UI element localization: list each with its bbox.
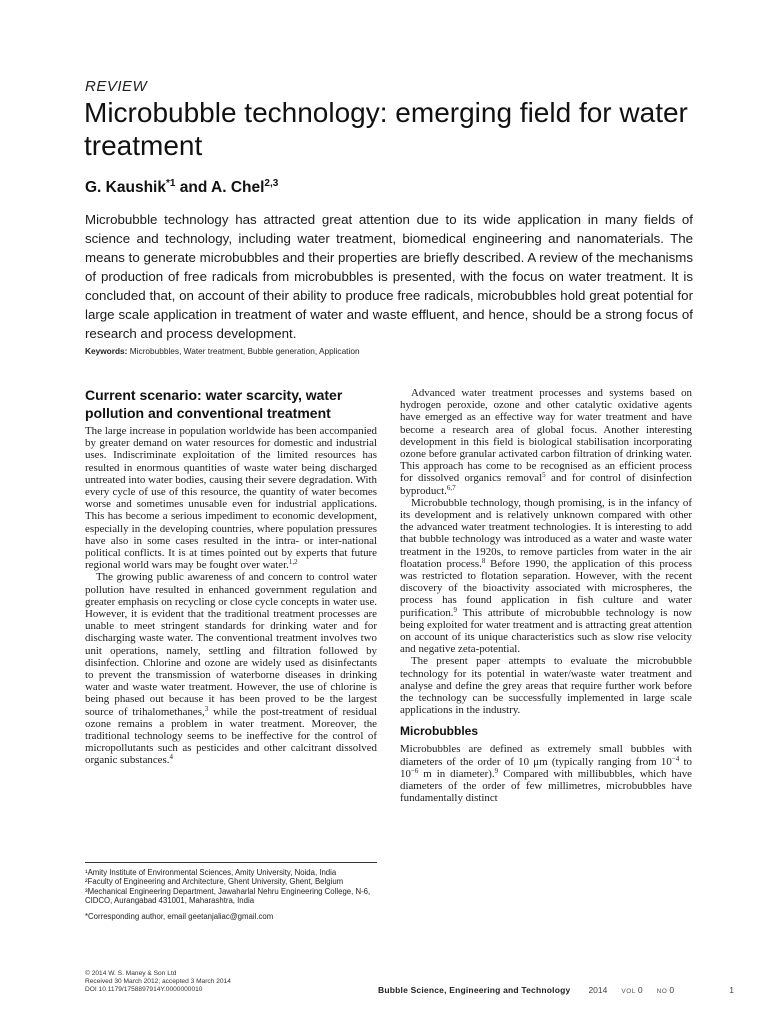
volume-label: VOL bbox=[621, 988, 636, 995]
paragraph-text: m in diameter). bbox=[418, 767, 495, 780]
author-line bbox=[85, 178, 278, 197]
footnote-affiliation-2: ²Faculty of Engineering and Architecture, Ghent University, Ghent, Belgium bbox=[85, 877, 344, 887]
citation: 9 bbox=[453, 605, 458, 614]
paragraph-text: This attribute of microbubble technology is now being exploited for water treatment and is attracting great attention on account of its unique characteristics such as slow rise velocity and negative zeta-potential. bbox=[400, 606, 692, 656]
abstract: Microbubble technology has attracted great attention due to its wide application in many fields of science and technology, including water treatment, biomedical engineering and nanomaterials. The means to generate microbubbles and their properties are briefly described. A review of the mechanisms of production of free radicals from microbubbles is presented, with the focus on water treatment. It is concluded that, on account of their ability to produce free radicals, microbubbles hold great potential for large scale application in treatment of water and waste effluent, and hence, should be a strong focus of research and process development. bbox=[85, 212, 693, 341]
issue-label: NO bbox=[656, 988, 668, 995]
received-date: Received 30 March 2012; accepted 3 March 2014 bbox=[85, 978, 231, 985]
doi: DOI 10.1179/1758897914Y.0000000010 bbox=[85, 986, 203, 993]
article-type-label: REVIEW bbox=[85, 78, 148, 95]
citation: 6,7 bbox=[446, 483, 456, 492]
volume-number: 0 bbox=[637, 985, 643, 995]
publication-info bbox=[85, 970, 231, 994]
citation: 4 bbox=[169, 753, 173, 762]
citation: 3 bbox=[204, 704, 209, 713]
paragraph bbox=[400, 387, 692, 497]
citation: 1,2 bbox=[288, 558, 298, 567]
author-affiliation-2: 2,3 bbox=[264, 178, 279, 189]
paragraph-text: to 10 bbox=[400, 755, 692, 780]
section-heading-current-scenario: Current scenario: water scarcity, water pollution and conventional treatment bbox=[85, 387, 343, 421]
paragraph bbox=[85, 571, 377, 766]
article-title: Microbubble technology: emerging field for water treatment bbox=[84, 97, 688, 161]
citation: 8 bbox=[481, 556, 486, 565]
exponent: −4 bbox=[671, 754, 680, 763]
paragraph-text: Advanced water treatment processes and systems based on hydrogen peroxide, ozone and other catalytic oxidative agents have emerged as an effective way for water treatment and have become a research area of global focus. Another interesting development in this field is biological stabilisation incorporating ozone before granular activated carbon filtration of drinking water. This approach has come to be recognised as an efficient process for dissolved organics removal bbox=[400, 387, 692, 485]
paragraph-text: The large increase in population worldwide has been accompanied by greater demand on water resources for domestic and industrial uses. Indiscriminate exploitation of the limited resources has resulted in enormous quantities of waste water being discharged untreated into water bodies, causing their severe degradation. With every cycle of use of this resource, the quantity of water becomes worse and sometimes unusable even for industrial applications. This has become a serious impediment to economic development, especially in the developing countries, where population pressures have also in some cases resulted in the intra- or inter-national political conflicts. It is at times pointed out by experts that future regional world wars may be fought over water. bbox=[85, 425, 377, 572]
copyright: © 2014 W. S. Maney & Son Ltd bbox=[85, 970, 177, 977]
paragraph-text: Microbubbles are defined as extremely small bubbles with diameters of the order of 10 μm (typically ranging from 10 bbox=[400, 743, 692, 768]
body-column-left bbox=[85, 425, 377, 767]
author-affiliation-1: *1 bbox=[165, 178, 176, 189]
footnote-affiliation-3: ³Mechanical Engineering Department, Jawaharlal Nehru Engineering College, N-6, CIDCO, Aurangabad 431001, Maharashtra, India bbox=[85, 886, 371, 906]
footnote-affiliation-1: ¹Amity Institute of Environmental Sciences, Amity University, Noida, India bbox=[85, 868, 337, 877]
body-column-right bbox=[400, 387, 692, 805]
paragraph bbox=[400, 743, 692, 804]
paragraph-text: Microbubble technology, though promising, is in the infancy of its development and is relatively unknown compared with other the advanced water treatment technologies. It is interesting to add that bubble technology was introduced as a water and waste water treatment in the 1920s, to remove particles from water in the air floatation process. bbox=[400, 496, 692, 570]
paragraph-text: Before 1990, the application of this process was restricted to flotation separation. However, with the recent discovery of the bioactivity associated with microspheres, the process has found application in fish culture and water purification. bbox=[400, 557, 693, 619]
section-heading-microbubbles: Microbubbles bbox=[400, 724, 479, 739]
author-name-2: and A. Chel bbox=[175, 179, 265, 196]
paragraph-text: while the post-treatment of residual ozone remains a problem in water treatment. Moreover, the traditional technology seems to be ineffective for the control of micropollutants such as pesticides and other calcitrant dissolved organic substances. bbox=[85, 705, 377, 767]
keywords-text: Microbubbles, Water treatment, Bubble generation, Application bbox=[127, 346, 360, 356]
paragraph-text: and for control of disinfection byproduct. bbox=[400, 472, 693, 497]
paragraph bbox=[85, 425, 377, 571]
paragraph-text: The growing public awareness of and concern to control water pollution have resulted in enhanced government regulation and greater emphasis on recycling or close cycle concepts in water use. However, it is evident that the traditional treatment processes are unable to meet stringent standards for drinking water and for discharging waste water. The conventional treatment involves two unit operations, namely, settling and filtration followed by disinfection. Chlorine and ozone are widely used as disinfectants to prevent the transmission of waterborne diseases in drinking water and waste water treatment. However, the use of chlorine is being phased out because it has been proved to be the largest source of trihalomethanes, bbox=[85, 571, 377, 718]
exponent: −6 bbox=[410, 766, 419, 775]
issue-number: 0 bbox=[669, 985, 675, 995]
paragraph-text: Compared with millibubbles, which have diameters of the order of few millimetres, microbubbles have fundamentally distinct bbox=[400, 767, 692, 805]
paragraph bbox=[400, 497, 692, 656]
paragraph: The present paper attempts to evaluate the microbubble technology for its potential in water/waste water treatment and analyse and define the grey areas that require further work before the technology can be successfully implemented in large scale applications in the industry. bbox=[400, 655, 692, 717]
keywords-label: Keywords: bbox=[85, 346, 128, 356]
corresponding-author: *Corresponding author, email geetanjaliac@gmail.com bbox=[85, 911, 274, 921]
keywords bbox=[85, 346, 360, 356]
journal-year: 2014 bbox=[588, 985, 608, 995]
page-number: 1 bbox=[729, 985, 734, 995]
affiliation-footnotes bbox=[85, 868, 377, 921]
footnote-divider bbox=[85, 862, 377, 863]
journal-name: Bubble Science, Engineering and Technology bbox=[378, 985, 571, 995]
citation: 5 bbox=[542, 471, 546, 480]
citation: 9 bbox=[494, 766, 499, 775]
running-footer bbox=[378, 985, 734, 995]
author-name-1: G. Kaushik bbox=[85, 179, 166, 196]
